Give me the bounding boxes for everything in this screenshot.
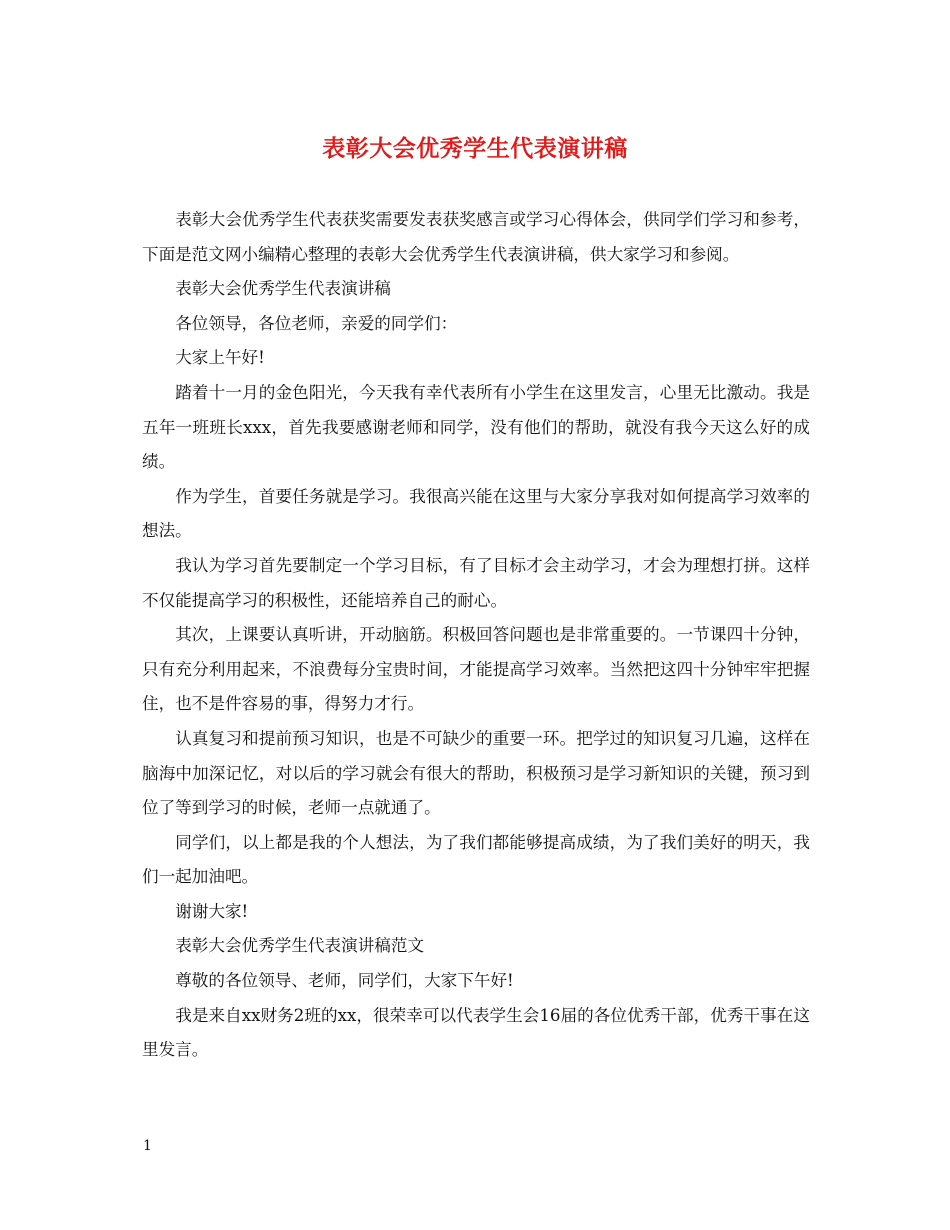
paragraph-review-preview: 认真复习和提前预习知识，也是不可缺少的重要一环。把学过的知识复习几遍，这样在脑海中加深记忆，对以后的学习就会有很大的帮助，积极预习是学习新知识的关键，预习到位了等到学习的时候，老师一点就通了。 [142,728,810,818]
paragraph-study-goal: 我认为学习首先要制定一个学习目标，有了目标才会主动学习，才会为理想打拼。这样不仅能提高学习的积极性，还能培养自己的耐心。 [142,555,810,610]
paragraph-sample-greeting: 尊敬的各位领导、老师，同学们，大家下午好! [175,971,514,991]
paragraph-thanks: 谢谢大家! [175,901,249,921]
paragraph-speech-heading: 表彰大会优秀学生代表演讲稿 [175,279,391,299]
paragraph-opening: 踏着十一月的金色阳光，今天我有幸代表所有小学生在这里发言，心里无比激动。我是五年一班班长xxx，首先我要感谢老师和同学，没有他们的帮助，就没有我今天这么好的成绩。 [142,382,810,472]
document-title: 表彰大会优秀学生代表演讲稿 [322,135,628,162]
paragraph-closing-encouragement: 同学们，以上都是我的个人想法，为了我们都能够提高成绩，为了我们美好的明天，我们一起加油吧。 [142,832,810,887]
paragraph-study-task: 作为学生，首要任务就是学习。我很高兴能在这里与大家分享我对如何提高学习效率的想法。 [142,486,810,541]
paragraph-class-attention: 其次，上课要认真听讲，开动脑筋。积极回答问题也是非常重要的。一节课四十分钟，只有充分利用起来，不浪费每分宝贵时间，才能提高学习效率。当然把这四十分钟牢牢把握住，也不是件容易的事，得努力才行。 [142,625,810,714]
document-body [142,203,810,1068]
page-number: 1 [143,1138,152,1154]
paragraph-intro: 表彰大会优秀学生代表获奖需要发表获奖感言或学习心得体会，供同学们学习和参考，下面是范文网小编精心整理的表彰大会优秀学生代表演讲稿，供大家学习和参阅。 [142,210,810,264]
paragraph-sample-heading: 表彰大会优秀学生代表演讲稿范文 [175,936,425,956]
paragraph-sample-introduction: 我是来自xx财务2班的xx，很荣幸可以代表学生会16届的各位优秀干部，优秀干事在这里发言。 [142,1005,810,1060]
paragraph-salutation: 各位领导，各位老师，亲爱的同学们： [175,313,458,333]
paragraph-greeting: 大家上午好! [175,348,265,368]
